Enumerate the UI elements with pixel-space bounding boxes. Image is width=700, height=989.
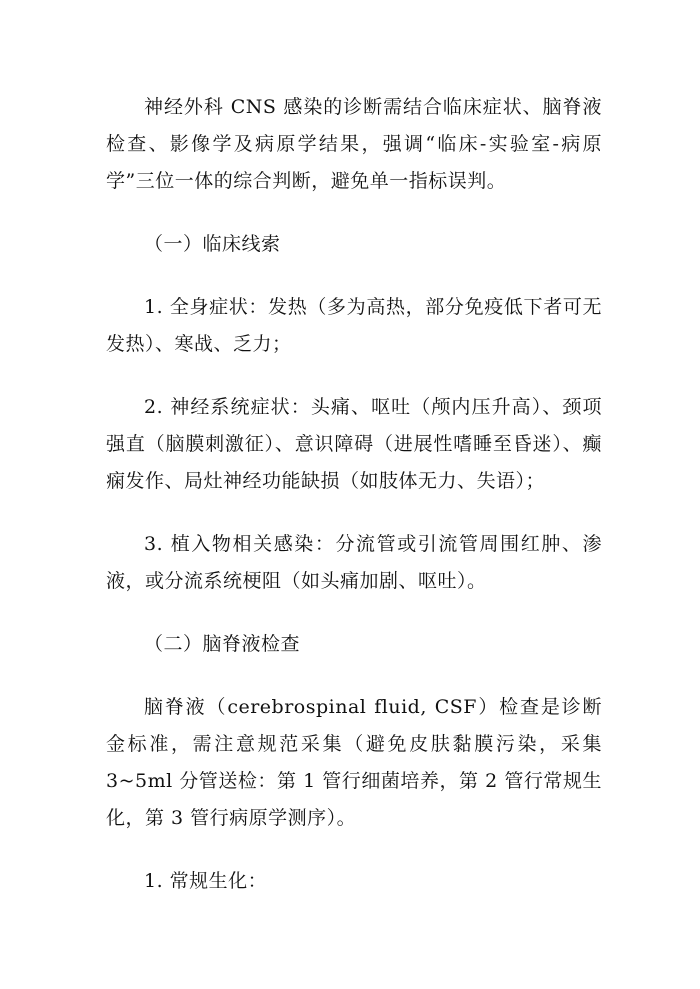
list-item-implant-infection: 3. 植入物相关感染：分流管或引流管周围红肿、渗液，或分流系统梗阻（如头痛加剧、呕吐）。 — [106, 533, 602, 592]
list-item-neurological-symptoms: 2. 神经系统症状：头痛、呕吐（颅内压升高）、颈项强直（脑膜刺激征）、意识障碍（进展性嗜睡至昏迷）、癫痫发作、局灶神经功能缺损（如肢体无力、失语）； — [106, 396, 602, 492]
document-body — [106, 89, 602, 900]
section-heading-clinical-clues: （一）临床线索 — [144, 233, 281, 255]
section-heading-csf-exam: （二）脑脊液检查 — [144, 633, 301, 655]
csf-paragraph: 脑脊液（cerebrospinal fluid, CSF）检查是诊断金标准，需注意规范采集（避免皮肤黏膜污染，采集 3~5ml 分管送检：第 1 管行细菌培养，第 2 管行常规生化，第 3 管行病原学测序）。 — [106, 696, 602, 829]
list-item-routine-biochemistry: 1. 常规生化： — [144, 870, 268, 892]
intro-paragraph: 神经外科 CNS 感染的诊断需结合临床症状、脑脊液检查、影像学及病原学结果，强调“临床-实验室-病原学”三位一体的综合判断，避免单一指标误判。 — [106, 96, 602, 192]
list-item-systemic-symptoms: 1. 全身症状：发热（多为高热，部分免疫低下者可无发热）、寒战、乏力； — [106, 296, 602, 355]
